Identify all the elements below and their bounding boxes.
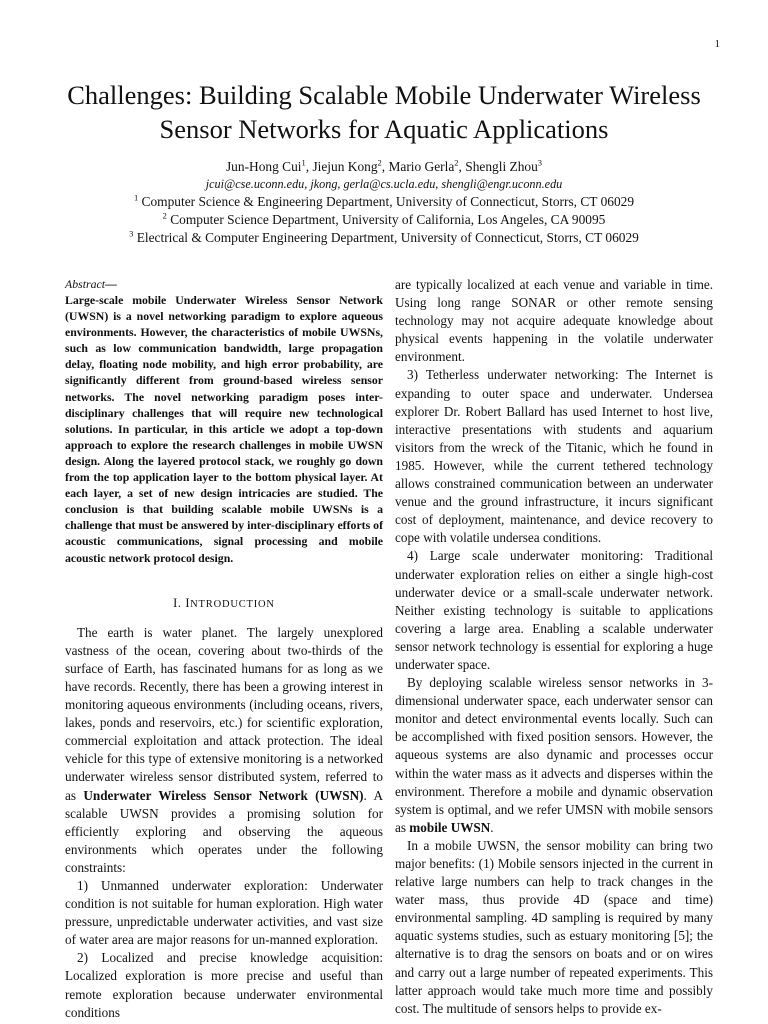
affiliation-1: [40, 193, 728, 211]
page-number: 1: [714, 38, 720, 50]
title-line-1: Challenges: Building Scalable Mobile Underwater Wireless: [67, 80, 701, 110]
affiliation-text: Computer Science & Engineering Department, University of Connecticut, Storrs, CT 06029: [141, 194, 635, 209]
abstract-label: [65, 276, 383, 292]
paragraph-text: The earth is water planet. The largely unexplored vastness of the ocean, covering about two-thirds of the surface of Earth, has fascinated humans for as long as we have records. Recently, there has been a growing interest in monitoring aqueous environments (including oceans, rivers, lakes, ponds and reservoirs, etc.) for scientific exploration, commercial exploitation and attack protection. The ideal vehicle for this type of extensive monitoring is a networked underwater wireless sensor distributed system, referred to as: [65, 624, 383, 803]
affiliation-mark: 2: [162, 210, 167, 221]
author-name: Jun-Hong Cui: [225, 159, 302, 174]
author-name: Jiejun Kong: [312, 159, 378, 174]
title-line-2: Sensor Networks for Aquatic Applications: [159, 114, 609, 144]
deployment-paragraph: [395, 674, 713, 837]
left-column: [65, 276, 383, 1022]
paper-title: [40, 78, 728, 146]
list-item-2: 2) Localized and precise knowledge acquisition: Localized exploration is more precise and useful than remote exploration because underwater environmental conditions: [65, 950, 383, 1020]
author-names: Jun-Hong Cui$^1$, Jiejun Kong$^2$, Mario Gerla$^2$, Shengli Zhou$^3$: [225, 157, 543, 174]
author-affiliation-mark: 3: [537, 157, 543, 168]
term-uwsn: Underwater Wireless Sensor Network (UWSN): [83, 787, 364, 803]
list-item-2-continued: are typically localized at each venue and variable in time. Using long range SONAR or other remote sensing technology may not acquire adequate knowledge about physical events happening in the volatile underwater environment.: [395, 277, 713, 365]
section-title-initial: I: [185, 595, 191, 610]
section-heading-introduction: [65, 594, 383, 614]
right-column: [395, 276, 713, 1018]
paragraph-text: . A scalable UWSN provides a promising solution for efficiently exploring and observing the aqueous environments which operates under the following constraints:: [65, 787, 383, 875]
affiliation-text: Electrical & Computer Engineering Department, University of Connecticut, Storrs, CT 06029: [136, 230, 639, 245]
mobile-uwsn-paragraph: In a mobile UWSN, the sensor mobility can bring two major benefits: (1) Mobile sensors injected in the current in relative large numbers can help to track changes in the water mass, thus provide 4D (space and time) environmental sampling. 4D sampling is required by many aquatic systems studies, such as estuary monitoring [5]; the alternative is to drag the sensors on boats and or on wires and carry out a large number of repeated experiments. This latter approach would take much more time and possibly cost. The multitude of sensors helps to provide ex-: [395, 837, 713, 1016]
abstract-label-text: Abstract: [65, 277, 105, 291]
section-title-rest: NTRODUCTION: [190, 598, 275, 610]
abstract-text: Large-scale mobile Underwater Wireless Sensor Network (UWSN) is a novel networking paradigm to explore aqueous environments. However, the characteristics of mobile UWSNs, such as low communication bandwidth, large propagation delay, floating node mobility, and high error probability, are significantly different from ground-based wireless sensor networks. The novel networking paradigm poses inter-disciplinary challenges that will require new technological solutions. In particular, in this article we adopt a top-down approach to explore the research challenges in mobile UWSN design. Along the layered protocol stack, we roughly go down from the top application layer to the bottom physical layer. At each layer, a set of new design intricacies are studied. The conclusion is that building scalable mobile UWSNs is a challenge that must be answered by inter-disciplinary efforts of acoustic communications, signal processing and mobile acoustic network protocol design.: [65, 293, 383, 565]
intro-paragraph-1: [65, 624, 383, 877]
author-affiliation-mark: 2: [454, 157, 459, 168]
paragraph-text: By deploying scalable wireless sensor networks in 3-dimensional underwater space, each underwater sensor can monitor and detect environmental events locally. Such can be accomplished with fixed position sensors. However, the aqueous systems are also dynamic and processes occur within the water mass as it advects and disperses within the environment. Therefore a mobile and dynamic observation system is optimal, and we refer UMSN with mobile sensors as: [395, 675, 713, 835]
term-mobile-uwsn: mobile UWSN: [409, 819, 491, 835]
abstract-dash: —: [104, 277, 117, 291]
affiliation-3: [40, 229, 728, 247]
paragraph-text: .: [490, 819, 494, 835]
affiliation-2: [40, 211, 728, 229]
list-item-4: 4) Large scale underwater monitoring: Traditional underwater exploration relies on either a single high-cost underwater device or a small-scale underwater network. Neither existing technology is suitable to applications covering a large area. Enabling a scalable underwater sensor network technology is essential for exploring a huge underwater space.: [395, 548, 713, 672]
list-item-1: 1) Unmanned underwater exploration: Underwater condition is not suitable for human exploration. High water pressure, unpredictable underwater activities, and vast size of water area are major reasons for un-manned exploration.: [65, 878, 383, 948]
affiliation-text: Computer Science Department, University of California, Los Angeles, CA 90095: [170, 212, 606, 227]
section-number: I.: [173, 595, 182, 610]
affiliation-mark: 3: [129, 228, 134, 239]
list-item-3: 3) Tetherless underwater networking: The Internet is expanding to outer space and underwater. Undersea explorer Dr. Robert Ballard has used Internet to host live, interactive presentations with students and aquarium visitors from the wreck of the Titanic, which he found in 1985. However, while the current tethered technology allows constrained communication between an underwater venue and the ground infrastructure, it incurs significant cost of deployment, maintenance, and device recovery to cope with volatile undersea conditions.: [395, 367, 713, 546]
author-affiliation-mark: 1: [301, 157, 306, 168]
author-affiliation-mark: 2: [377, 157, 382, 168]
author-name: Shengli Zhou: [465, 159, 538, 174]
author-name: Mario Gerla: [388, 159, 455, 174]
affiliation-mark: 1: [133, 192, 139, 203]
author-emails: jcui@cse.uconn.edu, jkong, gerla@cs.ucla.edu, shengli@engr.uconn.edu: [205, 177, 563, 191]
author-block: [40, 158, 728, 247]
